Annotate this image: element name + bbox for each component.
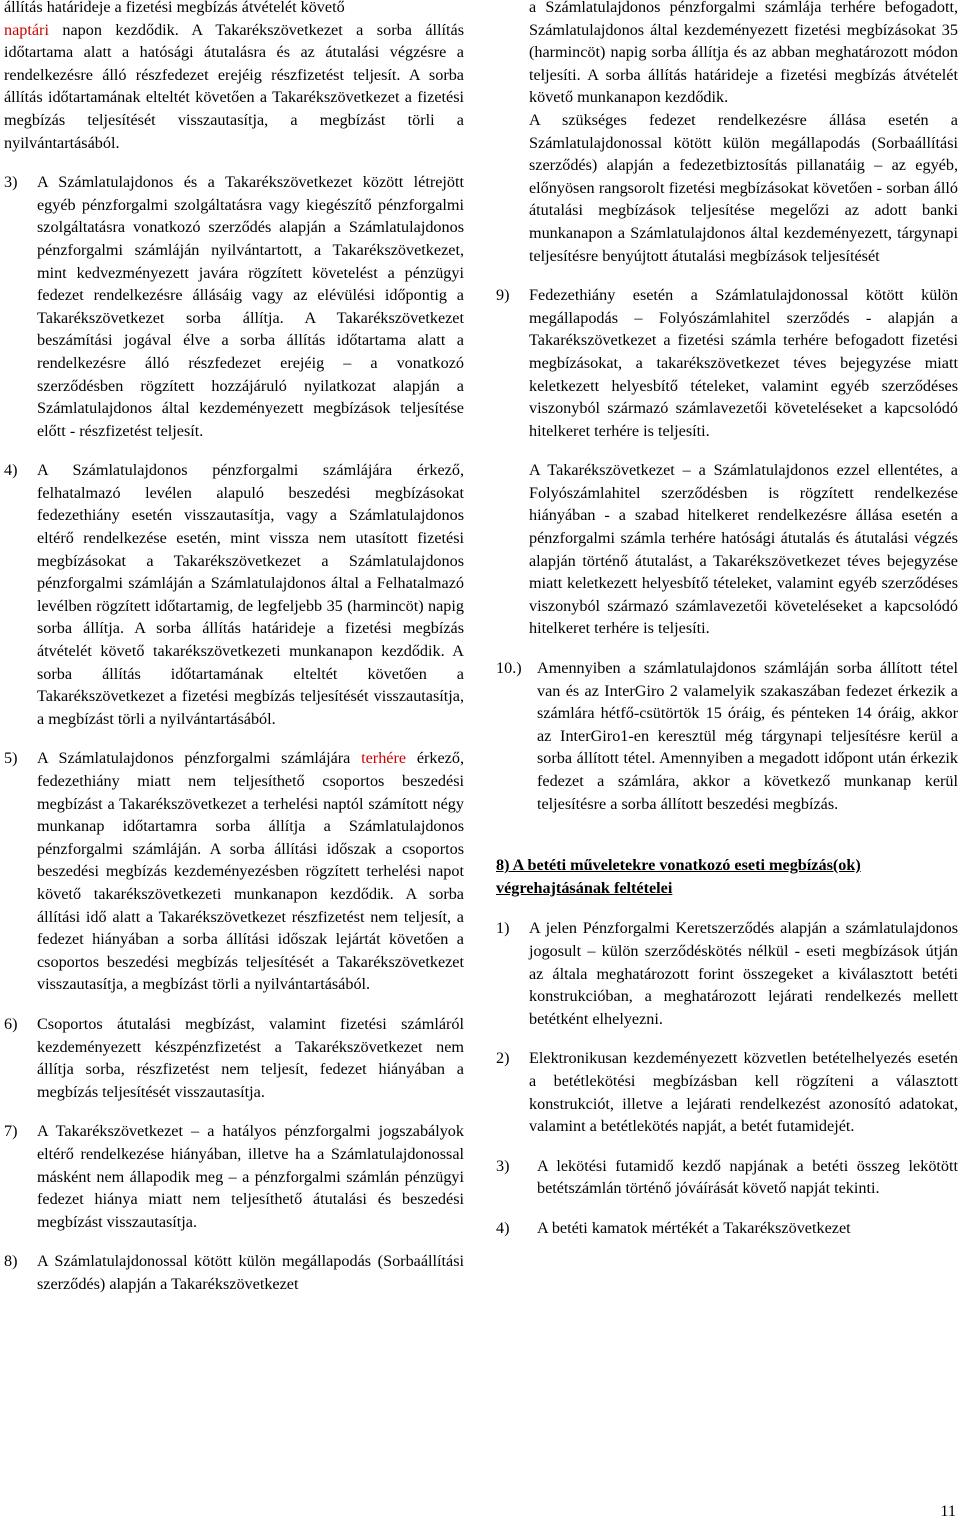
list-item-text: Elektronikusan kezdeményezett közvetlen betételhelyezés esetén a betétlekötési megbízásban kell rögzíteni a választott konstrukciót, illetve a lejárati rendelkezést azonosító adatokat, valamint a betétlekötés napját, a betét futamidejét. (529, 1049, 958, 1136)
list-item-7 (4, 1120, 464, 1233)
intro-text-2: napon kezdődik. A Takarékszövetkezet a sorba állítás időtartama alatt a hatósági átutalásra és az átutalási végzésre a rendelkezésre álló részfedezet erejéig részfizetést teljesít. A sorba állítás időtartamának elteltét követően a Takarékszövetkezet a fizetési megbízás teljesítését visszautasítja, a megbízást törli a nyilvántartásából. (4, 20, 464, 152)
list-item-text: Csoportos átutalási megbízást, valamint fizetési számláról kezdeményezett készpénzfizetést a Takarékszövetkezet nem állítja sorba, részfizetést nem teljesít, fedezet hiányában a megbízás teljesítését visszautasítja. (37, 1014, 464, 1101)
list-item-text: A Számlatulajdonos és a Takarékszövetkezet között létrejött egyéb pénzforgalmi szolgáltatásra vagy kiegészítő pénzforgalmi szolgáltatásra vonatkozó szerződés alapján a Számlatulajdonos pénzforgalmi számláján nyilvántartott, a Takarékszövetkezet, mint kedvezményezett javára rögzített követelést a pénzügyi fedezet rendelkezésre állásáig vagy az elévülési időpontig a Takarékszövetkezet sorba állítja. A Takarékszövetkezet beszámítási jogával élve a sorba állítás időtartama alatt a rendelkezésre álló részfedezet erejéig – a vonatkozó szerződésben rögzített hozzájáruló nyilatkozat alapján a Számlatulajdonos által kezdeményezett megbízások teljesítése előtt - részfizetést teljesít. (37, 173, 464, 440)
section-item-3 (496, 1155, 958, 1200)
list-number: 3) (496, 1156, 510, 1175)
list-number: 10.) (496, 659, 522, 678)
list-item-text: A Számlatulajdonos pénzforgalmi számlájára érkező, felhatalmazó levélen alapuló beszedési megbízásokat fedezethiány esetén visszautasítja, vagy a Számlatulajdonos eltérő rendelkezése esetén, mint vissza nem utasított fizetési megbízásokat a Takarékszövetkezet a Számlatulajdonos pénzforgalmi számláján a Számlatulajdonos által a Felhatalmazó levélben rögzített időtartamig, de legfeljebb 35 (harmincöt) napig sorba állítja. A sorba állítás határideje a fizetési megbízás átvételét követő takarékszövetkezeti munkanapon kezdődik. A sorba állítás időtartamának elteltét követően a Takarékszövetkezet a fizetési megbízás teljesítését visszautasítja, a megbízást törli a nyilvántartásából. (37, 461, 464, 728)
list-number: 8) (4, 1252, 18, 1271)
list-item-4 (4, 459, 464, 730)
list-item-6 (4, 1013, 464, 1103)
list-item-text: A Takarékszövetkezet – a hatályos pénzforgalmi jogszabályok eltérő rendelkezése hiányában, illetve ha a Számlatulajdonossal másként nem állapodik meg – a pénzforgalmi számlán pénzügyi fedezet hiánya miatt nem teljesíthető átutalási és beszedési megbízást visszautasítja. (37, 1122, 464, 1231)
list-number: 7) (4, 1122, 18, 1141)
intro-text-1: állítás határideje a fizetési megbízás átvételét követő (4, 0, 345, 16)
section-item-4 (496, 1217, 958, 1240)
section-item-1 (496, 917, 958, 1030)
list-item-text: A Számlatulajdonossal kötött külön megállapodás (Sorbaállítási szerződés) alapján a Takarékszövetkezet (37, 1252, 464, 1293)
list-item-5 (4, 747, 464, 996)
item-8-continuation (496, 0, 958, 267)
section-item-2 (496, 1047, 958, 1137)
item8-cont-paragraph-2: A szükséges fedezet rendelkezésre állása esetén a Számlatulajdonossal kötött külön megállapodás (Sorbaállítási szerződés) alapján a fedezetbiztosítás pillanatáig – az egyéb, előnyösen rangsorolt fizetési megbízásokat követően - sorban álló átutalási megbízások teljesítése megelőzi az adott banki munkanapon a Számlatulajdonos által kezdeményezett, tárgynapi teljesítésre benyújtott átutalási megbízások teljesítését (529, 110, 958, 265)
intro-red-word: naptári (4, 20, 49, 39)
list-number: 5) (4, 749, 18, 768)
list-item-text (37, 747, 464, 996)
left-column (4, 0, 464, 1295)
list-item-text (529, 284, 958, 640)
intro-paragraph (4, 0, 464, 154)
list-number: 4) (496, 1218, 510, 1237)
list-item-10 (496, 657, 958, 815)
item8-cont-paragraph-1: a Számlatulajdonos pénzforgalmi számlája terhére befogadott, Számlatulajdonos által kezdeményezett fizetési megbízásokat 35 (harmincöt) napig sorba állítja és az abban meghatározott módon teljesíti. A sorba állítás határideje a fizetési megbízás átvételét követő munkanapon kezdődik. (529, 0, 958, 107)
list-item-text: A lekötési futamidő kezdő napjának a betéti összeg lekötött betétszámlán történő jóváírását követő napját tekinti. (537, 1156, 958, 1198)
item5-red-word: terhére (361, 749, 407, 768)
item9-paragraph-2: A Takarékszövetkezet – a Számlatulajdonos ezzel ellentétes, a Folyószámlahitel szerződésben is rögzített rendelkezése hiányában - a szabad hitelkeret rendelkezésre állása esetén a pénzforgalmi számla terhére hatósági átutalás és átutalási végzés alapján történő átutalást, a Takarékszövetkezet téves bejegyzése miatt keletkezett helyesbítő tételeket, valamint egyéb szerződéses viszonyból származó számlavezetői követeléseket a kapcsolódó hitelkeret terhére is teljesíti. (529, 461, 958, 638)
list-item-text: A betéti kamatok mértékét a Takarékszövetkezet (537, 1218, 851, 1237)
section-heading: 8) A betéti műveletekre vonatkozó eseti megbízás(ok) végrehajtásának feltételei (496, 856, 861, 897)
right-column (496, 0, 958, 1240)
item9-paragraph-1: Fedezethiány esetén a Számlatulajdonossal kötött külön megállapodás – Folyószámlahitel szerződés - alapján a Takarékszövetkezet a fizetési számla terhére befogadott fizetési megbízásokat, a takarékszövetkezet téves bejegyzése miatt keletkezett helyesbítő tételeket, valamint egyéb szerződéses viszonyból származó számlavezetői követeléseket a kapcsolódó hitelkeret terhére is teljesíti. (529, 286, 958, 440)
list-number: 1) (496, 919, 510, 938)
list-item-text: A jelen Pénzforgalmi Keretszerződés alapján a számlatulajdonos jogosult – külön szerződéskötés nélkül - eseti megbízások útján az általa meghatározott forint összegeket a kiválasztott betéti konstrukcióban, a meghatározott lejárati rendelkezés mellett betétként elhelyezni. (529, 919, 958, 1028)
list-item-text: Amennyiben a számlatulajdonos számláján sorba állított tétel van és az InterGiro 2 valamelyik szakaszában fedezet érkezik a számlára hétfő-csütörtök 15 óráig, és pénteken 14 óráig, akkor az InterGiro1-en keresztül még tárgynapi teljesítésre kerül a sorba állított tétel. Amennyiben a megadott időpont után érkezik fedezet a számlára, akkor a következő munkanap kerül teljesítésre a sorba állított beszedési megbízás. (537, 659, 958, 813)
item5-text-2: érkező, fedezethiány miatt nem teljesíthető csoportos beszedési megbízást a Takarékszövetkezet a terhelési naptól számított négy munkanap időtartamra sorba állítja a Számlatulajdonos pénzforgalmi számláján. A sorba állítási időszak a csoportos beszedési megbízás kezdeményezésben rögzített terhelési napot követő takarékszövetkezeti munkanapon kezdődik. A sorba állítási idő alatt a Takarékszövetkezet részfizetést nem teljesít, a fedezet hiányában a sorba állítási időszak lejártát követően a csoportos beszedési megbízás teljesítését a Takarékszövetkezet visszautasítja, a megbízást törli a nyilvántartásából. (37, 749, 464, 994)
page-number: 11 (940, 1502, 956, 1520)
list-item-9 (496, 284, 958, 640)
list-number: 2) (496, 1049, 510, 1068)
list-item-8 (4, 1250, 464, 1295)
item5-text-1: A Számlatulajdonos pénzforgalmi számlájára (37, 749, 362, 768)
list-number: 6) (4, 1014, 18, 1033)
list-number: 3) (4, 173, 18, 192)
list-number: 9) (496, 286, 510, 305)
list-number: 4) (4, 461, 18, 480)
list-item-3 (4, 171, 464, 442)
